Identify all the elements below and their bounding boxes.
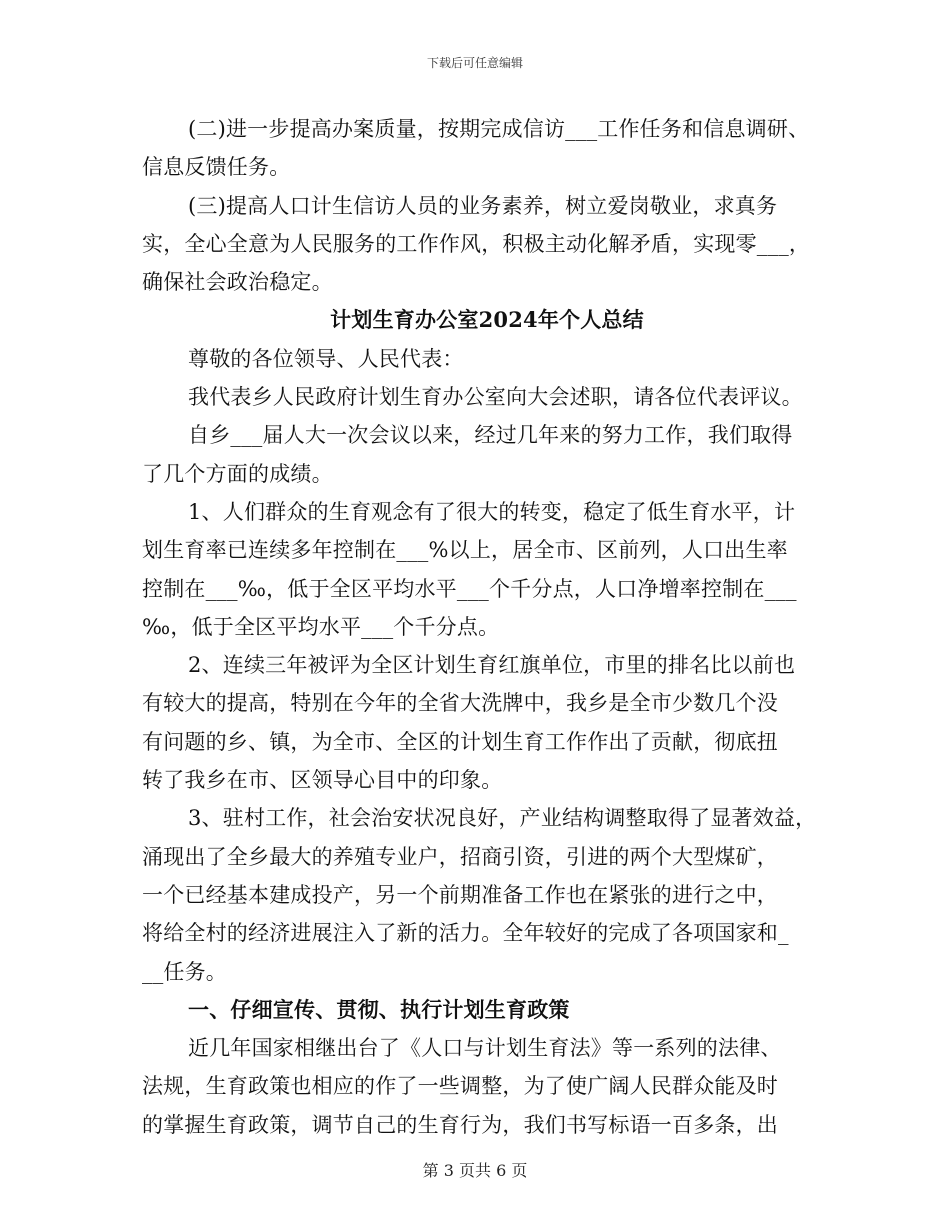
text-line: 我代表乡人民政府计划生育办公室向大会述职，请各位代表评议。 bbox=[188, 385, 803, 410]
text-line: 自乡___届人大一次会议以来，经过几年来的努力工作，我们取得 bbox=[188, 423, 793, 448]
document-title: 计划生育办公室2024年个人总结 bbox=[330, 307, 644, 333]
text-line: 确保社会政治稳定。 bbox=[142, 270, 333, 295]
text-line: 了几个方面的成绩。 bbox=[142, 461, 333, 486]
text-line: 2、连续三年被评为全区计划生育红旗单位，市里的排名比以前也 bbox=[188, 653, 796, 678]
text-line: 1、人们群众的生育观念有了很大的转变，稳定了低生育水平，计 bbox=[188, 499, 796, 524]
document-body bbox=[142, 110, 832, 1144]
text-line: 的掌握生育政策，调节自己的生育行为，我们书写标语一百多条，出 bbox=[142, 1112, 778, 1137]
section-heading: 一、仔细宣传、贯彻、执行计划生育政策 bbox=[188, 996, 570, 1022]
text-line: 有问题的乡、镇，为全市、全区的计划生育工作作出了贡献，彻底扭 bbox=[142, 729, 778, 754]
text-line: 尊敬的各位领导、人民代表： bbox=[188, 346, 464, 371]
text-line: ‰，低于全区平均水平___个千分点。 bbox=[142, 614, 500, 639]
text-line: 转了我乡在市、区领导心目中的印象。 bbox=[142, 768, 503, 793]
text-line: 实，全心全意为人民服务的工作作风，积极主动化解矛盾，实现零___， bbox=[142, 231, 811, 256]
text-line: (二)进一步提高办案质量，按期完成信访___工作任务和信息调研、 bbox=[188, 117, 810, 141]
text-line: 法规，生育政策也相应的作了一些调整，为了使广阔人民群众能及时 bbox=[142, 1074, 778, 1099]
text-line: 一个已经基本建成投产，另一个前期准备工作也在紧张的进行之中， bbox=[142, 882, 778, 907]
text-line: 控制在___‰，低于全区平均水平___个千分点，人口净增率控制在___ bbox=[142, 576, 797, 601]
text-line: 近几年国家相继出台了《人口与计划生育法》等一系列的法律、 bbox=[188, 1036, 782, 1061]
text-line: 信息反馈任务。 bbox=[142, 155, 291, 180]
text-line: 3、驻村工作，社会治安状况良好，产业结构调整取得了显著效益， bbox=[188, 806, 817, 831]
text-line: __任务。 bbox=[142, 959, 227, 984]
header-note: 下载后可任意编辑 bbox=[426, 56, 523, 70]
text-line: 将给全村的经济进展注入了新的活力。全年较好的完成了各项国家和_ bbox=[142, 921, 789, 946]
text-line: 划生育率已连续多年控制在___%以上，居全市、区前列，人口出生率 bbox=[142, 538, 788, 563]
text-line: 涌现出了全乡最大的养殖专业户，招商引资，引进的两个大型煤矿， bbox=[142, 844, 778, 869]
text-line: 有较大的提高，特别在今年的全省大洗牌中，我乡是全市少数几个没 bbox=[142, 691, 778, 716]
page-number: 第 3 页共 6 页 bbox=[422, 1161, 528, 1180]
text-line: (三)提高人口计生信访人员的业务素养，树立爱岗敬业，求真务 bbox=[188, 193, 778, 218]
